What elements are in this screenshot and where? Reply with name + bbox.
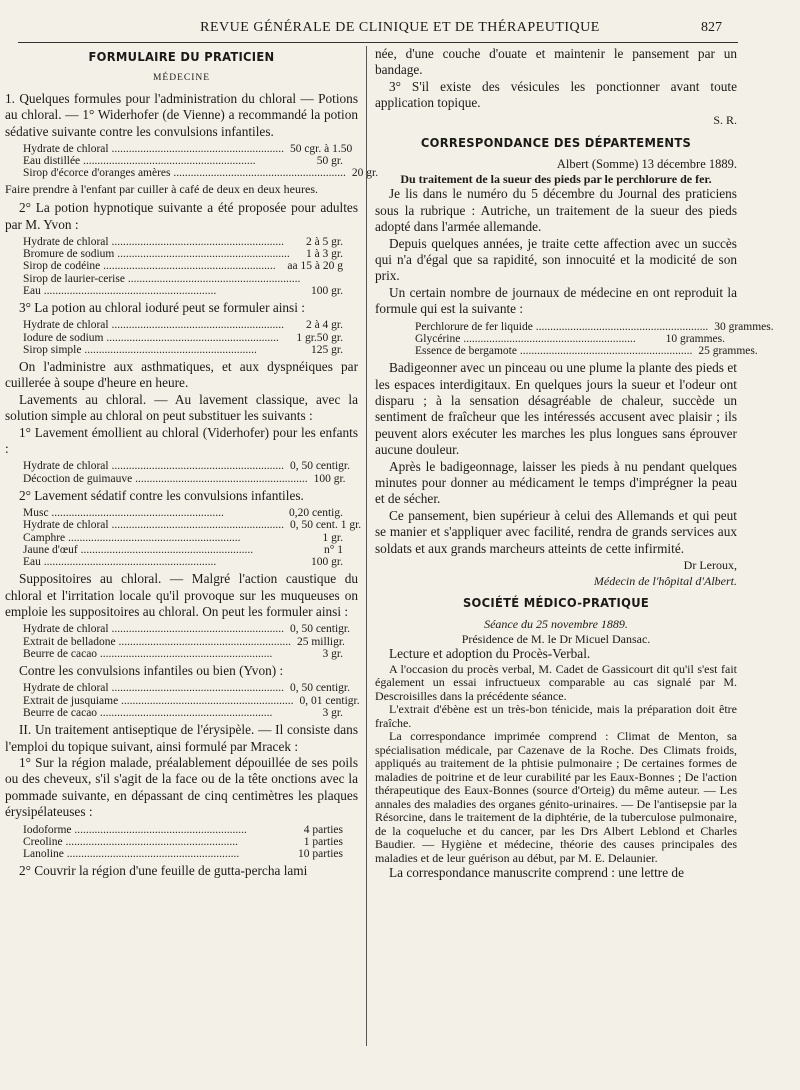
- seance-date: Séance du 25 novembre 1889.: [484, 617, 628, 632]
- ingredient-quantity: 1 à 3 gr.: [305, 248, 343, 261]
- subsection-medecine: MÉDECINE: [152, 73, 211, 84]
- ingredient-quantity: 1 gr.50 gr.: [296, 331, 343, 344]
- prescription-line: [23, 636, 343, 648]
- paragraph: 3° La potion au chloral ioduré peut se formuler ainsi :: [19, 299, 305, 315]
- ingredient-quantity: 25 milligr.: [296, 635, 345, 648]
- prescription-line: [23, 824, 343, 836]
- paragraph: Faire prendre à l'enfant par cuiller à café de deux en deux heures.: [5, 181, 319, 196]
- ingredient-quantity: aa 15 à 20 g: [287, 260, 343, 273]
- prescription-line: [23, 236, 343, 248]
- prescription-line: [23, 460, 350, 473]
- ingredient-name: Creoline ............................................................: [23, 835, 238, 848]
- prescription: [23, 460, 350, 485]
- ingredient-name: Eau ............................................................: [23, 556, 217, 569]
- paragraph: Contre les convulsions infantiles ou bien (Yvon) :: [19, 663, 284, 679]
- running-header: [0, 20, 800, 42]
- header-rule: [18, 42, 738, 43]
- prescription-line: [415, 333, 725, 345]
- section-title-correspondance: CORRESPONDANCE DES DÉPARTEMENTS: [420, 136, 692, 152]
- ingredient-name: Extrait de belladone ............................................................: [23, 635, 291, 648]
- ingredient-quantity: 0, 50 centigr.: [289, 460, 350, 473]
- paragraph: La correspondance manuscrite comprend : une lettre de: [389, 865, 684, 881]
- ingredient-name: Hydrate de chloral ............................................................: [23, 319, 284, 332]
- ingredient-name: Iodoforme ............................................................: [23, 823, 247, 836]
- prescription-line: [23, 319, 343, 331]
- prescription-line: [23, 273, 343, 285]
- ingredient-name: Hydrate de chloral ............................................................: [23, 460, 284, 473]
- ingredient-quantity: 20 gr.: [351, 167, 379, 180]
- ingredient-quantity: 3 gr.: [322, 647, 343, 660]
- ingredient-name: Sirop d'écorce d'oranges amères ............................................................: [23, 167, 346, 180]
- prescription: [23, 236, 343, 297]
- page-number: 827: [701, 20, 722, 35]
- prescription-line: [23, 507, 343, 519]
- signature: Dr Leroux,: [683, 558, 737, 573]
- journal-title: REVUE GÉNÉRALE DE CLINIQUE ET DE THÉRAPEUTIQUE: [200, 20, 600, 35]
- paragraph: 3° S'il existe des vésicules les ponctionner avant toute application topique.: [375, 78, 737, 111]
- paragraph: L'extrait d'ébène est un très-bon ténicide, mais la préparation doit être fraîche.: [375, 702, 737, 730]
- paragraph: née, d'une couche d'ouate et maintenir le pansement par un bandage.: [375, 46, 737, 78]
- prescription-line: [23, 836, 343, 848]
- ingredient-name: Beurre de cacao ............................................................: [23, 706, 273, 719]
- paragraph: A l'occasion du procès verbal, M. Cadet de Gassicourt dit qu'il s'est fait également un essai infructueux comparable au cas signalé par M. Descroisilles dans la précédente séance.: [375, 661, 737, 703]
- right-column: [375, 46, 774, 882]
- paragraph: Ce pansement, bien supérieur à celui des Allemands et qui peut se manier et s'appliquer avec facilité, rendra de grands services aux soldats et aux grands marcheurs atteints de cette infirmité.: [375, 507, 737, 556]
- ingredient-name: Jaune d'œuf ............................................................: [23, 543, 254, 556]
- prescription-line: [415, 320, 774, 333]
- prescription-line: [23, 519, 362, 532]
- ingredient-quantity: 2 à 5 gr.: [305, 235, 343, 248]
- ingredient-name: Glycérine ............................................................: [415, 332, 636, 345]
- ingredient-name: Beurre de cacao ............................................................: [23, 647, 273, 660]
- ingredient-name: Musc ............................................................: [23, 507, 224, 520]
- letter-place-date: Albert (Somme) 13 décembre 1889.: [556, 157, 737, 172]
- ingredient-quantity: 100 gr.: [311, 284, 343, 297]
- prescription-line: [415, 345, 758, 357]
- article-heading: Du traitement de la sueur des pieds par le perchlorure de fer.: [400, 171, 712, 186]
- paragraph: 2° Lavement sédatif contre les convulsions infantiles.: [19, 487, 304, 503]
- paragraph: 2° Couvrir la région d'une feuille de gutta-percha lami: [19, 863, 308, 879]
- ingredient-quantity: 2 à 4 gr.: [305, 319, 343, 332]
- ingredient-quantity: 0,20 centig.: [289, 507, 343, 520]
- prescription-line: [23, 707, 343, 719]
- paragraph: Après le badigeonnage, laisser les pieds à nu pendant quelques minutes pour donner au médicament le temps d'imprégner la peau et de sécher.: [375, 458, 737, 507]
- ingredient-quantity: 0, 50 cent. 1 gr.: [289, 519, 362, 532]
- prescription-line: [23, 848, 343, 860]
- prescription: [23, 623, 350, 660]
- prescription: [23, 824, 343, 861]
- prescription-line: [23, 682, 350, 695]
- ingredient-quantity: 125 gr.: [311, 343, 343, 356]
- ingredient-name: Extrait de jusquiame ............................................................: [23, 694, 294, 707]
- ingredient-quantity: 3 gr.: [322, 706, 343, 719]
- prescription-line: [23, 260, 343, 272]
- ingredient-quantity: 4 parties: [303, 823, 343, 836]
- ingredient-quantity: 50 gr.: [316, 155, 343, 168]
- column-divider: [366, 46, 367, 1046]
- prescription-line: [23, 155, 343, 167]
- ingredient-name: Perchlorure de fer liquide ............................................................: [415, 320, 709, 333]
- paragraph: Badigeonner avec un pinceau ou une plume la plante des pieds et les espaces interdigitaux. En quelques jours la sueur et l'odeur ont disparu ; à la sensation désagréable de chaleur, succède un sentiment de fraîcheur que les intéressés accusent avec plaisir ; ils peuvent alors exécuter les marches les plus longues sans éprouver aucune douleur.: [375, 360, 737, 458]
- prescription-line: [23, 648, 343, 660]
- prescription: [23, 143, 379, 180]
- ingredient-quantity: 10 parties: [297, 847, 343, 860]
- paragraph: 1° Sur la région malade, préalablement dépouillée de ses poils ou des cheveux, s'il s'agit de la face ou de la tête onctions avec la pommade suivante, en dépassant de cinq centimètres les plaques érysipélateuses :: [5, 754, 358, 820]
- paragraph: Je lis dans le numéro du 5 décembre du Journal des praticiens sous la rubrique : Autriche, un traitement de la sueur des pieds adopté dans l'armée allemande.: [375, 186, 737, 235]
- ingredient-name: Sirop de laurier-cerise ............................................................: [23, 272, 301, 285]
- ingredient-name: Hydrate de chloral ............................................................: [23, 235, 284, 248]
- section-title-formulaire: FORMULAIRE DU PRATICIEN: [88, 50, 275, 65]
- left-column: [5, 46, 379, 880]
- section-title-societe: SOCIÉTÉ MÉDICO-PRATIQUE: [462, 595, 650, 611]
- prescription-line: [23, 556, 343, 568]
- ingredient-name: Hydrate de chloral ............................................................: [23, 623, 284, 636]
- prescription-line: [23, 285, 343, 297]
- ingredient-quantity: 1 gr.: [322, 531, 343, 544]
- paragraph: Lecture et adoption du Procès-Verbal.: [389, 646, 591, 662]
- ingredient-name: Bromure de sodium ............................................................: [23, 248, 290, 261]
- ingredient-name: Lanoline ............................................................: [23, 847, 240, 860]
- prescription: [23, 682, 360, 719]
- prescription: [23, 507, 362, 569]
- ingredient-name: Hydrate de chloral ............................................................: [23, 143, 284, 156]
- paragraph: On l'administre aux asthmatiques, et aux dyspnéiques par cuillerée à soupe d'heure en heure.: [5, 358, 358, 391]
- signature-title: Médecin de l'hôpital d'Albert.: [593, 574, 737, 589]
- ingredient-quantity: 1 parties: [303, 835, 343, 848]
- prescription-line: [23, 532, 343, 544]
- ingredient-quantity: 100 gr.: [313, 472, 346, 485]
- prescription-line: [23, 332, 343, 344]
- paragraph: 1. Quelques formules pour l'administration du chloral — Potions au chloral. — 1° Widerhofer (de Vienne) a recommandé la potion sédative suivante contre les convulsions infantiles.: [5, 90, 358, 139]
- prescription-line: [23, 344, 343, 356]
- paragraph: Un certain nombre de journaux de médecine en ont reproduit la formule qui est la suivante :: [375, 284, 737, 317]
- signature-initials: S. R.: [713, 112, 737, 127]
- paragraph: Suppositoires au chloral. — Malgré l'action caustique du chloral et l'irritation locale qu'il provoque sur les muqueuses on emploie les suppositoires au chloral. On peut les formuler ainsi :: [5, 571, 358, 620]
- prescription-line: [23, 248, 343, 260]
- ingredient-name: Sirop simple ............................................................: [23, 343, 257, 356]
- ingredient-quantity: 10 grammes.: [665, 332, 725, 345]
- paragraph: 2° La potion hypnotique suivante a été proposée pour adultes par M. Yvon :: [5, 200, 358, 232]
- ingredient-name: Décoction de guimauve ............................................................: [23, 472, 308, 485]
- ingredient-quantity: 25 grammes.: [698, 345, 758, 357]
- prescription-line: [23, 167, 379, 180]
- ingredient-name: Hydrate de chloral ............................................................: [23, 682, 284, 695]
- paragraph: II. Un traitement antiseptique de l'érysipèle. — Il consiste dans l'emploi du topique suivant, ainsi formulé par Mracek :: [5, 722, 358, 754]
- ingredient-quantity: 0, 50 centigr.: [289, 623, 350, 636]
- ingredient-quantity: n° 1: [324, 543, 343, 556]
- paragraph: 1° Lavement émollient au chloral (Viderhofer) pour les enfants :: [5, 424, 358, 457]
- prescription-line: [23, 544, 343, 556]
- ingredient-quantity: 30 grammes.: [714, 320, 774, 333]
- prescription-line: [23, 694, 360, 707]
- prescription: [415, 320, 774, 358]
- ingredient-quantity: 0, 50 centigr.: [289, 682, 350, 695]
- ingredient-quantity: 0, 01 centigr.: [299, 694, 360, 707]
- presidence: Présidence de M. le Dr Micuel Dansac.: [461, 631, 651, 646]
- prescription-line: [23, 623, 350, 636]
- paragraph: La correspondance imprimée comprend : Climat de Menton, sa spécialisation médicale, par Cazenave de la Roche. Des Climats froids, appliqués au traitement de la phtisie pulmonaire ; De certaines formes de maladies de poitrine et de leur curabilité par les Eaux-Bonnes ; De l'action thérapeutique des Eaux-Bonnes (source d'Orteig) du même auteur. — Les annales des maladies des organes génito-urinaires. — De l'antisepsie par la Résorcine, dans le traitement de la diphtérie, de la tuberculose pulmonaire, de la coqueluche et du cancer, par les Drs Albert Leblond et Charles Baudier. — Hygiène et médecine, théorie des causes principales des maladies et de leur guérison au début, par M. E. Delaunier.: [375, 729, 737, 865]
- ingredient-quantity: [337, 273, 343, 285]
- ingredient-name: Eau distillée ............................................................: [23, 155, 256, 168]
- prescription: [23, 319, 343, 356]
- prescription-line: [23, 143, 353, 156]
- ingredient-name: Hydrate de chloral ............................................................: [23, 519, 284, 532]
- ingredient-name: Eau ............................................................: [23, 284, 217, 297]
- ingredient-name: Camphre ............................................................: [23, 531, 241, 544]
- ingredient-quantity: 100 gr.: [311, 556, 343, 569]
- paragraph: Depuis quelques années, je traite cette affection avec un succès qui n'a d'égal que sa rapidité, son innocuité et la modicité de son prix.: [375, 235, 737, 284]
- ingredient-name: Essence de bergamote ............................................................: [415, 345, 693, 357]
- ingredient-quantity: 50 cgr. à 1.50: [289, 143, 353, 156]
- ingredient-name: Iodure de sodium ............................................................: [23, 331, 279, 344]
- prescription-line: [23, 472, 346, 485]
- paragraph: Lavements au chloral. — Au lavement classique, avec la solution simple au chloral on peut substituer les suivants :: [5, 391, 358, 424]
- ingredient-name: Sirop de codéine ............................................................: [23, 260, 276, 273]
